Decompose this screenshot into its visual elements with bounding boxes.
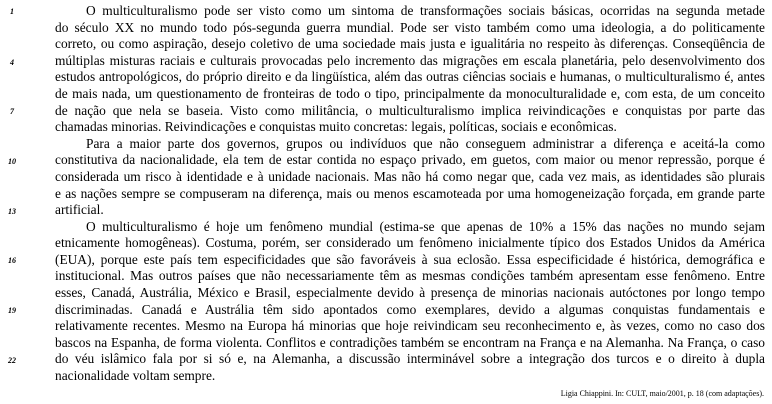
text-line: bascos na Espanha, de forma violenta. Conflitos e contradições também se encontram na França e na Alemanha. Na França, o caso	[55, 335, 765, 350]
line-number: 1	[10, 7, 14, 16]
text-line: etnicamente homogêneas). Costuma, porém, ser considerado um fenômeno inicialmente típico dos Estados Unidos da América	[55, 235, 765, 250]
text-line: chamadas minorias. Reivindicações e conquistas muito concretas: legais, políticas, sociais e econômicas.	[55, 119, 617, 134]
text-line: artificial.	[55, 202, 104, 217]
text-line: do século XX no mundo todo pós-segunda guerra mundial. Pode ser visto também como uma ideologia, a do politicamente	[55, 20, 765, 35]
text-line: (EUA), porque este país tem especificidades que são favoráveis à sua eclosão. Essa especificidade é histórica, demográfica e	[55, 252, 765, 267]
line-number: 7	[10, 107, 14, 116]
text-line: do véu islâmico fala por si só e, na Alemanha, a discussão interminável sobre a integração dos turcos e o direito à dupla	[55, 351, 765, 366]
text-line: considerada um risco à identidade e à unidade nacionais. Mas não há como negar que, cada vez mais, as identidades são plurais	[55, 169, 765, 184]
text-line: discriminadas. Canadá e Austrália têm sido apontados como exemplares, devido a algumas conquistas fundamentais e	[55, 302, 765, 317]
text-line: e as nações sempre se compuseram na diferença, mais ou menos escamoteada por uma homogeneização forçada, em grande parte	[55, 186, 765, 201]
line-number: 22	[8, 356, 16, 365]
text-line: institucional. Mas outros países que não necessariamente têm as mesmas condições também apresentam esse fenômeno. Entre	[55, 268, 765, 283]
text-line: constitutiva da nacionalidade, ela tem de estar contida no espaço privado, em guetos, com maior ou menor repressão, porque é	[55, 152, 765, 167]
text-line: de nação que nela se baseia. Visto como militância, o multiculturalismo implica reivindicações e conquistas por parte das	[55, 103, 765, 118]
line-number: 19	[8, 306, 16, 315]
text-line: O multiculturalismo é hoje um fenômeno mundial (estima-se que apenas de 10% a 15% das nações no mundo sejam	[86, 219, 765, 234]
text-line: de mais nada, um questionamento de fronteiras de todo o tipo, principalmente da monoculturalidade e, com esta, de um conceito	[55, 86, 765, 101]
line-number: 16	[8, 256, 16, 265]
text-line: correto, ou como aspiração, desejo coletivo de uma sociedade mais justa e igualitária no respeito às diferenças. Conseqüência de	[55, 36, 765, 51]
text-line: estudos antropológicos, do próprio direito e da lingüística, além das outras ciências sociais e humanas, o multiculturalismo é, antes	[55, 69, 765, 84]
text-line: O multiculturalismo pode ser visto como um sintoma de transformações sociais básicas, ocorridas na segunda metade	[86, 3, 765, 18]
line-number: 13	[8, 207, 16, 216]
line-number: 10	[8, 157, 16, 166]
source-citation: Ligia Chiappini. In: CULT, maio/2001, p. 18 (com adaptações).	[560, 389, 764, 398]
text-line: Para a maior parte dos governos, grupos ou indivíduos que não conseguem administrar a diferença e aceitá-la como	[86, 136, 765, 151]
text-line: esses, Canadá, Austrália, México e Brasil, especialmente devido à presença de minorias nacionais autóctones por longo tempo	[55, 285, 765, 300]
line-number: 4	[10, 58, 14, 67]
text-line: múltiplas misturas raciais e culturais provocadas pelo incremento das migrações em escala planetária, pelo desenvolvimento dos	[55, 53, 765, 68]
text-line: relativamente recentes. Mesmo na Europa há minorias que hoje reivindicam seu reconhecimento e, às vezes, como no caso dos	[55, 318, 765, 333]
text-line: nacionalidade voltam sempre.	[55, 368, 216, 383]
